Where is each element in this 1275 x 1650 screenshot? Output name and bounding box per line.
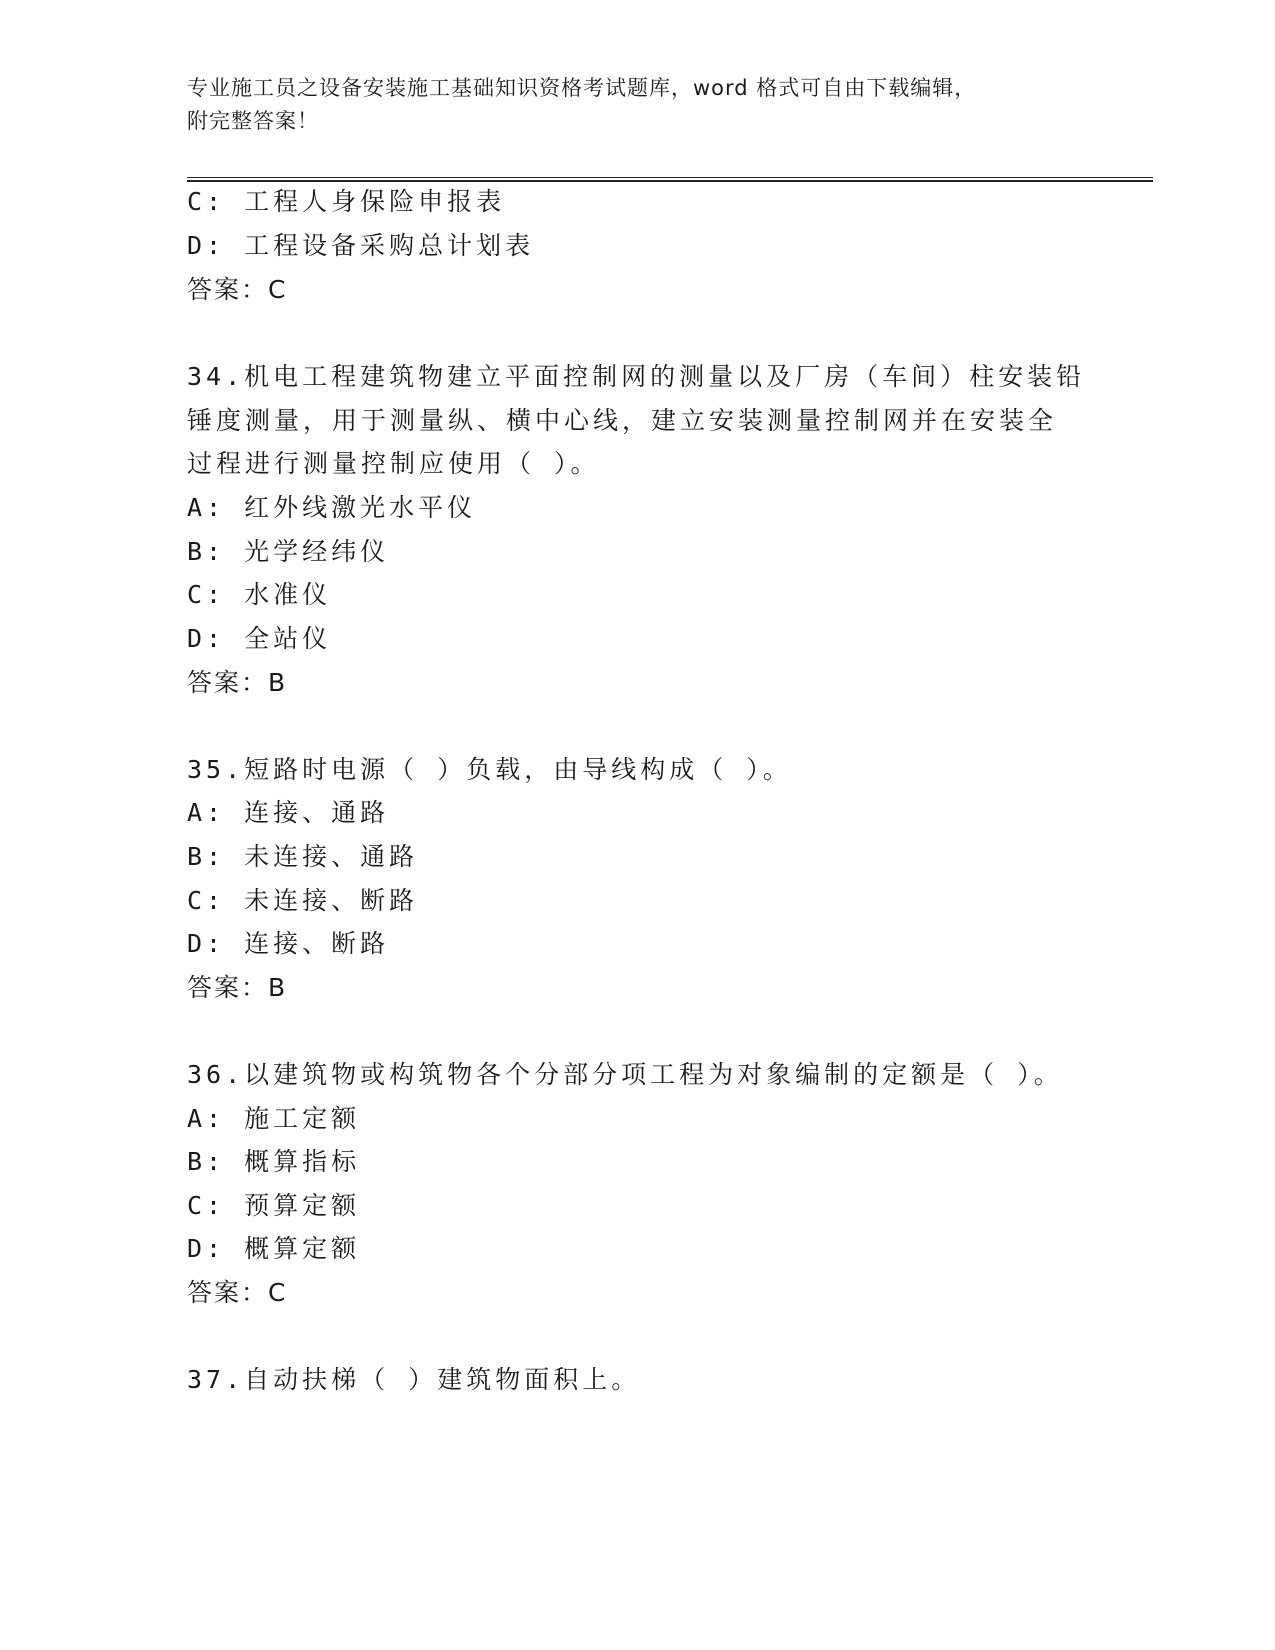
question-stem-line: 34.机电工程建筑物建立平面控制网的测量以及厂房（车间）柱安装铅 [187, 362, 1086, 391]
option-a: A: 红外线激光水平仪 [187, 493, 477, 522]
answer-line: 答案：C [187, 1278, 288, 1307]
option-b: B: 概算指标 [187, 1147, 361, 1176]
header-divider [187, 177, 1153, 182]
question-stem-line: 35.短路时电源（ ）负载，由导线构成（ ）。 [187, 755, 792, 784]
option-d: D: 全站仪 [187, 624, 332, 653]
question-stem-line: 过程进行测量控制应使用（ ）。 [187, 449, 600, 478]
option-a: A: 连接、通路 [187, 798, 390, 827]
option-d: D: 连接、断路 [187, 929, 390, 958]
answer-line: 答案：B [187, 668, 288, 697]
option-b: B: 未连接、通路 [187, 842, 419, 871]
header-line-2: 附完整答案！ [187, 109, 319, 133]
answer-line: 答案：C [187, 275, 288, 304]
document-header [187, 72, 1107, 138]
question-stem-line: 36.以建筑物或构筑物各个分部分项工程为对象编制的定额是（ ）。 [187, 1060, 1063, 1089]
answer-line: 答案：B [187, 973, 288, 1002]
option-c: C: 未连接、断路 [187, 886, 419, 915]
option-d: D: 工程设备采购总计划表 [187, 231, 535, 260]
option-c: C: 工程人身保险申报表 [187, 187, 506, 216]
question-stem-line: 37.自动扶梯（ ）建筑物面积上。 [187, 1365, 641, 1394]
option-b: B: 光学经纬仪 [187, 537, 390, 566]
question-stem-line: 锤度测量，用于测量纵、横中心线，建立安装测量控制网并在安装全 [187, 406, 1058, 435]
option-c: C: 预算定额 [187, 1191, 361, 1220]
header-line-1: 专业施工员之设备安装施工基础知识资格考试题库，word 格式可自由下载编辑， [187, 76, 977, 100]
option-d: D: 概算定额 [187, 1234, 361, 1263]
option-a: A: 施工定额 [187, 1104, 361, 1133]
option-c: C: 水准仪 [187, 580, 332, 609]
